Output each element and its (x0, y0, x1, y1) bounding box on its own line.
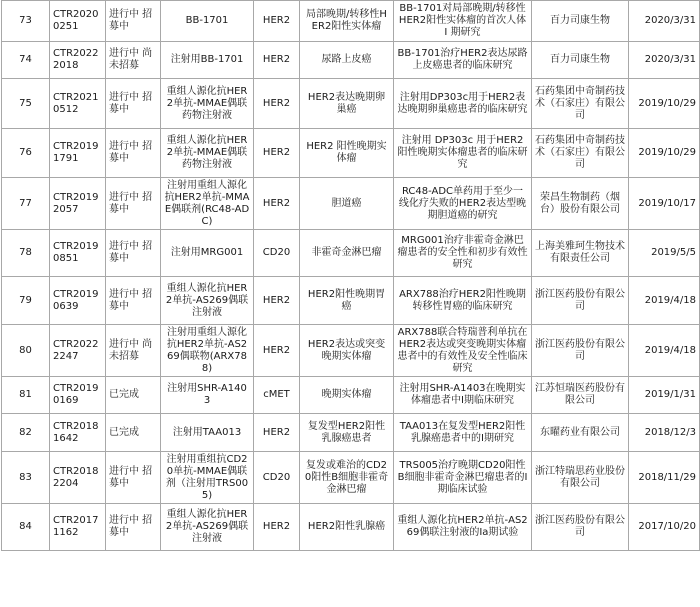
sponsor-company: 浙江医药股份有限公司 (535, 288, 625, 312)
trial-status-cell (106, 325, 161, 377)
drug-name: BB-1701 (185, 15, 229, 26)
registration-id: CTR20200251 (53, 9, 99, 32)
row-number-cell (2, 230, 50, 277)
registration-id-cell (50, 504, 106, 551)
registration-id-cell (50, 129, 106, 178)
target: HER2 (262, 294, 291, 306)
row-number: 79 (19, 294, 32, 306)
registration-id: CTR20191791 (53, 141, 99, 164)
drug-name: 注射用BB-1701 (170, 54, 244, 65)
registration-date-cell (629, 377, 700, 414)
target-cell (254, 414, 300, 452)
registration-date-cell (629, 129, 700, 178)
sponsor-company-cell (532, 79, 629, 129)
registration-id: CTR20181642 (53, 420, 99, 444)
drug-name: 注射用TAA013 (172, 426, 242, 438)
row-number: 77 (19, 197, 32, 209)
target-cell (254, 230, 300, 277)
registration-date-cell (629, 504, 700, 551)
trial-status-cell (106, 129, 161, 178)
target-cell (254, 277, 300, 325)
sponsor-company: 浙江特瑞思药业股份有限公司 (535, 465, 625, 489)
drug-name-cell (161, 129, 254, 178)
row-number: 82 (19, 426, 32, 438)
row-number: 74 (19, 54, 32, 65)
sponsor-company: 荣昌生物制药（烟台）股份有限公司 (540, 191, 620, 215)
table-row (2, 42, 700, 79)
trial-title-cell (394, 129, 532, 178)
table-row (2, 277, 700, 325)
trial-title-cell (394, 414, 532, 452)
row-number-cell (2, 178, 50, 230)
target: HER2 (262, 426, 291, 438)
indication-cell (300, 79, 394, 129)
trial-status: 进行中 招募中 (109, 465, 153, 489)
drug-name-cell (161, 377, 254, 414)
trial-status: 进行中 招募中 (109, 515, 153, 538)
target-cell (254, 42, 300, 79)
registration-date-cell (629, 414, 700, 452)
indication-cell (300, 452, 394, 504)
target-cell (254, 178, 300, 230)
registration-date: 2019/10/29 (638, 97, 696, 109)
sponsor-company: 百力司康生物 (550, 15, 610, 26)
registration-id: CTR20171162 (53, 515, 99, 538)
trial-status-cell (106, 414, 161, 452)
drug-name-cell (161, 230, 254, 277)
target-cell (254, 377, 300, 414)
table-row (2, 230, 700, 277)
trial-table (1, 0, 700, 551)
drug-name: 注射用重组抗CD20单抗-MMAE偶联剂（注射用TRS005) (165, 453, 249, 501)
trial-title-cell (394, 230, 532, 277)
registration-id-cell (50, 79, 106, 129)
trial-title-cell (394, 79, 532, 129)
registration-id: CTR20190851 (53, 241, 99, 264)
row-number: 73 (19, 15, 32, 26)
sponsor-company-cell (532, 42, 629, 79)
table-row (2, 79, 700, 129)
target-cell (254, 452, 300, 504)
registration-date: 2019/5/5 (651, 247, 696, 258)
registration-id-cell (50, 42, 106, 79)
indication: 复发或难治的CD20阳性B细胞非霍奇金淋巴瘤 (304, 459, 389, 495)
indication-cell (300, 1, 394, 42)
trial-status-cell (106, 377, 161, 414)
indication: 局部晚期/转移性HER2阳性实体瘤 (306, 9, 387, 32)
table-row (2, 178, 700, 230)
indication-cell (300, 129, 394, 178)
registration-id-cell (50, 414, 106, 452)
registration-id-cell (50, 377, 106, 414)
trial-status-cell (106, 42, 161, 79)
trial-title: BB-1701治疗HER2表达尿路上皮癌患者的临床研究 (397, 48, 528, 71)
drug-name-cell (161, 277, 254, 325)
drug-name-cell (161, 178, 254, 230)
sponsor-company-cell (532, 414, 629, 452)
indication: HER2阳性乳腺癌 (307, 521, 386, 532)
indication: HER2表达或突变晚期实体瘤 (307, 338, 386, 362)
registration-date: 2019/1/31 (644, 389, 696, 400)
drug-name: 注射用重组人源化抗HER2单抗-MMAE偶联剂(RC48-ADC) (164, 179, 250, 227)
trial-title-cell (394, 504, 532, 551)
trial-status-cell (106, 230, 161, 277)
row-number-cell (2, 79, 50, 129)
drug-name-cell (161, 1, 254, 42)
trial-status-cell (106, 277, 161, 325)
registration-id-cell (50, 277, 106, 325)
trial-status-cell (106, 452, 161, 504)
registration-date-cell (629, 452, 700, 504)
trial-status: 已完成 (109, 426, 139, 438)
target: HER2 (262, 344, 291, 356)
row-number: 81 (19, 389, 32, 400)
indication-cell (300, 325, 394, 377)
trial-status: 已完成 (109, 389, 139, 400)
registration-date: 2017/10/20 (638, 521, 696, 532)
table-row (2, 325, 700, 377)
trial-title: 注射用SHR-A1403在晚期实体瘤患者中I期临床研究 (399, 383, 526, 406)
sponsor-company-cell (532, 178, 629, 230)
drug-name-cell (161, 414, 254, 452)
table-row (2, 414, 700, 452)
trial-status: 进行中 招募中 (109, 9, 153, 32)
indication: 胆道癌 (331, 197, 362, 209)
sponsor-company-cell (532, 230, 629, 277)
registration-date-cell (629, 230, 700, 277)
registration-date-cell (629, 178, 700, 230)
drug-name-cell (161, 504, 254, 551)
row-number-cell (2, 504, 50, 551)
trial-status: 进行中 招募中 (109, 91, 153, 115)
target-cell (254, 325, 300, 377)
sponsor-company-cell (532, 277, 629, 325)
indication: 尿路上皮癌 (321, 54, 372, 65)
trial-title: MRG001治疗非霍奇金淋巴瘤患者的安全性和初步有效性研究 (397, 235, 528, 270)
target: HER2 (262, 521, 291, 532)
indication-cell (300, 230, 394, 277)
row-number-cell (2, 129, 50, 178)
registration-id-cell (50, 1, 106, 42)
table-row (2, 504, 700, 551)
indication-cell (300, 377, 394, 414)
registration-id-cell (50, 230, 106, 277)
trial-title-cell (394, 42, 532, 79)
target-cell (254, 1, 300, 42)
drug-name: 注射用SHR-A1403 (167, 383, 247, 406)
indication-cell (300, 42, 394, 79)
registration-date-cell (629, 325, 700, 377)
table-body (2, 1, 700, 551)
registration-date: 2019/4/18 (644, 294, 696, 306)
row-number: 75 (19, 97, 32, 109)
registration-date-cell (629, 1, 700, 42)
sponsor-company-cell (532, 129, 629, 178)
sponsor-company: 浙江医药股份有限公司 (535, 515, 625, 538)
trial-title: 注射用DP303c用于HER2表达晚期卵巢癌患者的临床研究 (397, 91, 528, 115)
row-number: 80 (19, 344, 32, 356)
indication-cell (300, 504, 394, 551)
trial-title: ARX788治疗HER2阳性晚期转移性胃癌的临床研究 (399, 288, 526, 312)
row-number: 83 (19, 471, 32, 483)
target-cell (254, 129, 300, 178)
row-number-cell (2, 452, 50, 504)
trial-title-cell (394, 452, 532, 504)
target: HER2 (262, 54, 291, 65)
registration-id: CTR20182204 (53, 465, 99, 489)
target: HER2 (262, 97, 291, 109)
trial-status-cell (106, 178, 161, 230)
sponsor-company: 上海美雅珂生物技术有限责任公司 (535, 241, 625, 264)
table-row (2, 1, 700, 42)
target-cell (254, 79, 300, 129)
row-number: 78 (19, 247, 32, 258)
trial-title: RC48-ADC单药用于至少一线化疗失败的HER2表达型晚期胆道癌的研究 (398, 185, 527, 221)
indication: 复发型HER2阳性乳腺癌患者 (307, 420, 386, 444)
registration-date: 2019/10/17 (638, 197, 696, 209)
sponsor-company: 百力司康生物 (550, 54, 610, 65)
sponsor-company: 江苏恒瑞医药股份有限公司 (535, 383, 625, 406)
registration-id: CTR20190639 (53, 288, 99, 312)
trial-title: ARX788联合特瑞普利单抗在HER2表达或突变晚期实体瘤患者中的有效性及安全性临床研究 (397, 326, 528, 374)
registration-date: 2018/12/3 (644, 426, 696, 438)
trial-title: BB-1701对局部晚期/转移性HER2阳性实体瘤的首次人体 I 期研究 (398, 3, 527, 38)
trial-status: 进行中 招募中 (109, 241, 153, 264)
trial-status: 进行中 尚未招募 (109, 48, 153, 71)
registration-id: CTR20222018 (53, 48, 99, 71)
sponsor-company-cell (532, 504, 629, 551)
indication: HER2阳性晚期胃癌 (307, 288, 386, 312)
row-number-cell (2, 414, 50, 452)
registration-id-cell (50, 452, 106, 504)
table-row (2, 129, 700, 178)
row-number: 84 (19, 521, 32, 532)
row-number-cell (2, 377, 50, 414)
sponsor-company: 石药集团中奇制药技术（石家庄）有限公司 (535, 85, 625, 121)
trial-title: 注射用 DP303c 用于HER2阳性晚期实体瘤患者的临床研究 (397, 135, 528, 170)
registration-id: CTR20192057 (53, 191, 99, 215)
sponsor-company-cell (532, 377, 629, 414)
registration-id: CTR20190169 (53, 383, 99, 406)
table-row (2, 377, 700, 414)
registration-date: 2019/4/18 (644, 344, 696, 356)
trial-title: 重组人源化抗HER2单抗-AS269偶联注射液的Ia期试验 (397, 515, 528, 538)
trial-title-cell (394, 277, 532, 325)
drug-name: 重组人源化抗HER2单抗-MMAE偶联药物注射液 (166, 135, 248, 170)
target: CD20 (262, 247, 291, 258)
drug-name: 重组人源化抗HER2单抗-MMAE偶联药物注射液 (166, 85, 248, 121)
registration-date: 2018/11/29 (638, 471, 696, 483)
row-number-cell (2, 1, 50, 42)
registration-date: 2020/3/31 (644, 15, 696, 26)
target: HER2 (262, 147, 291, 158)
target-cell (254, 504, 300, 551)
indication-cell (300, 277, 394, 325)
trial-status: 进行中 招募中 (109, 141, 153, 164)
target: CD20 (262, 471, 291, 483)
registration-id: CTR20210512 (53, 91, 99, 115)
indication: HER2 阳性晚期实体瘤 (306, 141, 387, 164)
registration-date-cell (629, 277, 700, 325)
drug-name: 重组人源化抗HER2单抗-AS269偶联注射液 (165, 509, 249, 544)
trial-title: TRS005治疗晚期CD20阳性B细胞非霍奇金淋巴瘤患者的I期临床试验 (397, 459, 528, 495)
trial-title-cell (394, 1, 532, 42)
trial-status-cell (106, 1, 161, 42)
drug-name: 重组人源化抗HER2单抗-AS269偶联注射液 (165, 282, 249, 318)
row-number-cell (2, 325, 50, 377)
trial-title-cell (394, 325, 532, 377)
drug-name-cell (161, 79, 254, 129)
sponsor-company: 东曜药业有限公司 (540, 426, 620, 438)
trial-status: 进行中 招募中 (109, 191, 153, 215)
registration-date-cell (629, 42, 700, 79)
trial-title-cell (394, 377, 532, 414)
drug-name-cell (161, 325, 254, 377)
drug-name-cell (161, 42, 254, 79)
indication: 非霍奇金淋巴瘤 (311, 247, 382, 258)
trial-title: TAA013在复发型HER2阳性乳腺癌患者中的I期研究 (399, 420, 526, 444)
sponsor-company-cell (532, 452, 629, 504)
sponsor-company-cell (532, 325, 629, 377)
sponsor-company: 石药集团中奇制药技术（石家庄）有限公司 (535, 135, 625, 170)
registration-date: 2019/10/29 (638, 147, 696, 158)
sponsor-company: 浙江医药股份有限公司 (535, 338, 625, 362)
drug-name: 注射用重组人源化抗HER2单抗-AS269偶联物(ARX788) (166, 326, 248, 374)
target: cMET (263, 389, 290, 400)
registration-id-cell (50, 178, 106, 230)
row-number-cell (2, 42, 50, 79)
registration-date-cell (629, 79, 700, 129)
trial-status: 进行中 尚未招募 (109, 338, 153, 362)
indication-cell (300, 178, 394, 230)
indication: HER2表达晚期卵巢癌 (307, 91, 386, 115)
row-number: 76 (19, 147, 32, 158)
drug-name: 注射用MRG001 (170, 247, 244, 258)
drug-name-cell (161, 452, 254, 504)
registration-id: CTR20222247 (53, 338, 99, 362)
registration-date: 2020/3/31 (644, 54, 696, 65)
target: HER2 (262, 15, 291, 26)
trial-status-cell (106, 504, 161, 551)
trial-status-cell (106, 79, 161, 129)
trial-title-cell (394, 178, 532, 230)
table-row (2, 452, 700, 504)
target: HER2 (262, 197, 291, 209)
sponsor-company-cell (532, 1, 629, 42)
registration-id-cell (50, 325, 106, 377)
row-number-cell (2, 277, 50, 325)
indication: 晚期实体瘤 (321, 389, 372, 400)
trial-status: 进行中 招募中 (109, 288, 153, 312)
indication-cell (300, 414, 394, 452)
